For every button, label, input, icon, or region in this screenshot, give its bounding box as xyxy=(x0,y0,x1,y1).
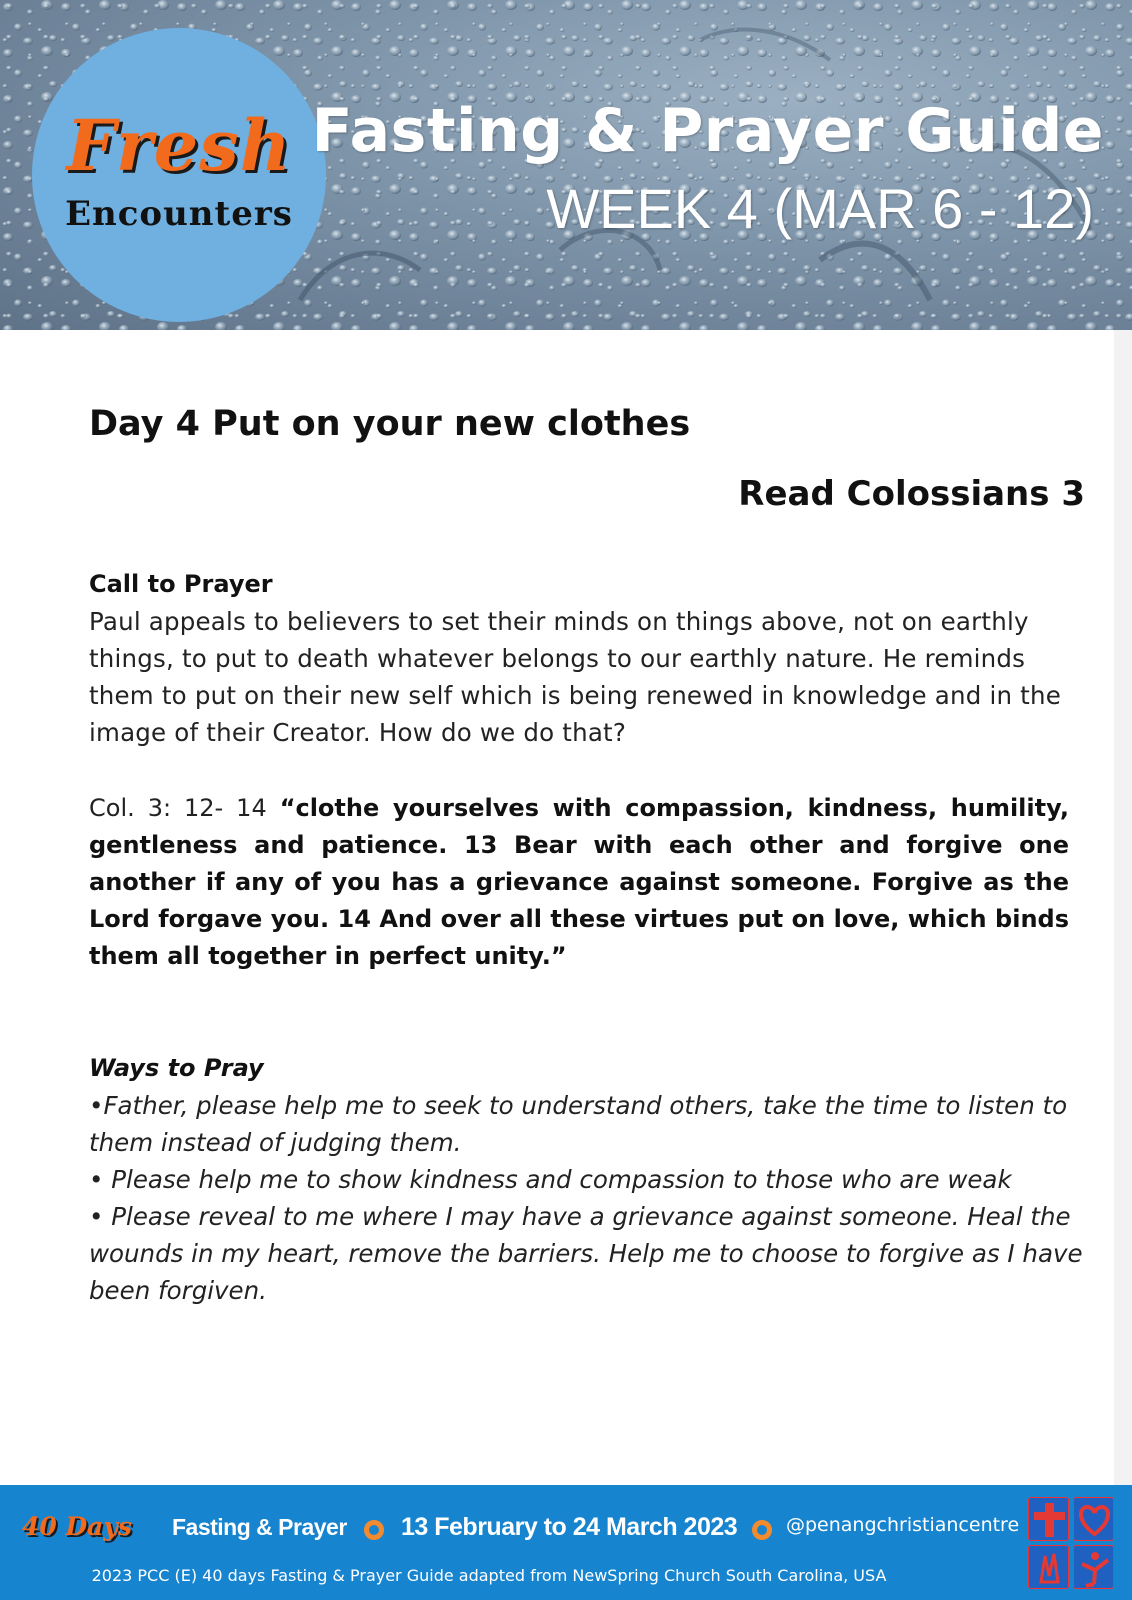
cross-icon xyxy=(1028,1497,1069,1541)
logo-encounters-text: Encounters xyxy=(65,194,293,234)
verse-reference: Col. 3: 12- 14 xyxy=(89,794,280,822)
guide-title: Fasting & Prayer Guide xyxy=(311,96,1104,166)
call-to-prayer-body: Paul appeals to believers to set their minds on things above, not on earthly things, to put to death whatever belongs to our earthly nature. He reminds them to put on their new self which is being renewed in knowledge and in the image of their Creator. How do we do that? xyxy=(89,607,1061,747)
right-edge-strip xyxy=(1114,330,1132,1485)
list-item: • Please reveal to me where I may have a grievance against someone. Heal the wounds in my heart, remove the barriers. Help me to choose to forgive as I have been forgiven. xyxy=(89,1202,1083,1305)
scripture-passage xyxy=(89,790,1069,975)
footer-fasting-prayer: Fasting & Prayer xyxy=(172,1514,347,1540)
list-item: •Father, please help me to seek to understand others, take the time to listen to them instead of judging them. xyxy=(89,1091,1068,1157)
day-title: Day 4 Put on your new clothes xyxy=(89,404,691,444)
footer-bar xyxy=(0,1485,1132,1600)
fresh-encounters-logo xyxy=(32,28,326,322)
week-subtitle: WEEK 4 (MAR 6 - 12) xyxy=(546,177,1094,240)
person-icon xyxy=(1073,1545,1114,1589)
footer-social-handle[interactable]: @penangchristiancentre xyxy=(786,1514,1020,1536)
scripture-reading: Read Colossians 3 xyxy=(738,474,1085,514)
header-banner xyxy=(0,0,1132,330)
list-item: • Please help me to show kindness and compassion to those who are weak xyxy=(89,1165,1012,1194)
ways-to-pray-heading: Ways to Pray xyxy=(89,1054,264,1082)
verse-quote: “clothe yourselves with compassion, kindness, humility, gentleness and patience. 13 Bear with each other and forgive one another if any of you has a grievance against someone. Forgive as the Lord forgave you. 14 And over all these virtues put on love, which binds them all together in perfect unity.” xyxy=(89,794,1070,970)
praying-hands-icon xyxy=(1028,1545,1069,1589)
footer-dates: 13 February to 24 March 2023 xyxy=(401,1513,738,1541)
ways-to-pray-list xyxy=(89,1087,1089,1309)
call-to-prayer-heading: Call to Prayer xyxy=(89,570,273,598)
church-icon-grid xyxy=(1028,1497,1114,1589)
footer-credit: 2023 PCC (E) 40 days Fasting & Prayer Guide adapted from NewSpring Church South Carolina, USA xyxy=(91,1566,887,1585)
separator-dot-icon xyxy=(364,1520,384,1540)
footer-40-days: 40 Days xyxy=(22,1512,132,1541)
separator-dot-icon xyxy=(752,1520,772,1540)
logo-fresh-text: Fresh xyxy=(66,104,292,187)
heart-icon xyxy=(1073,1497,1114,1541)
